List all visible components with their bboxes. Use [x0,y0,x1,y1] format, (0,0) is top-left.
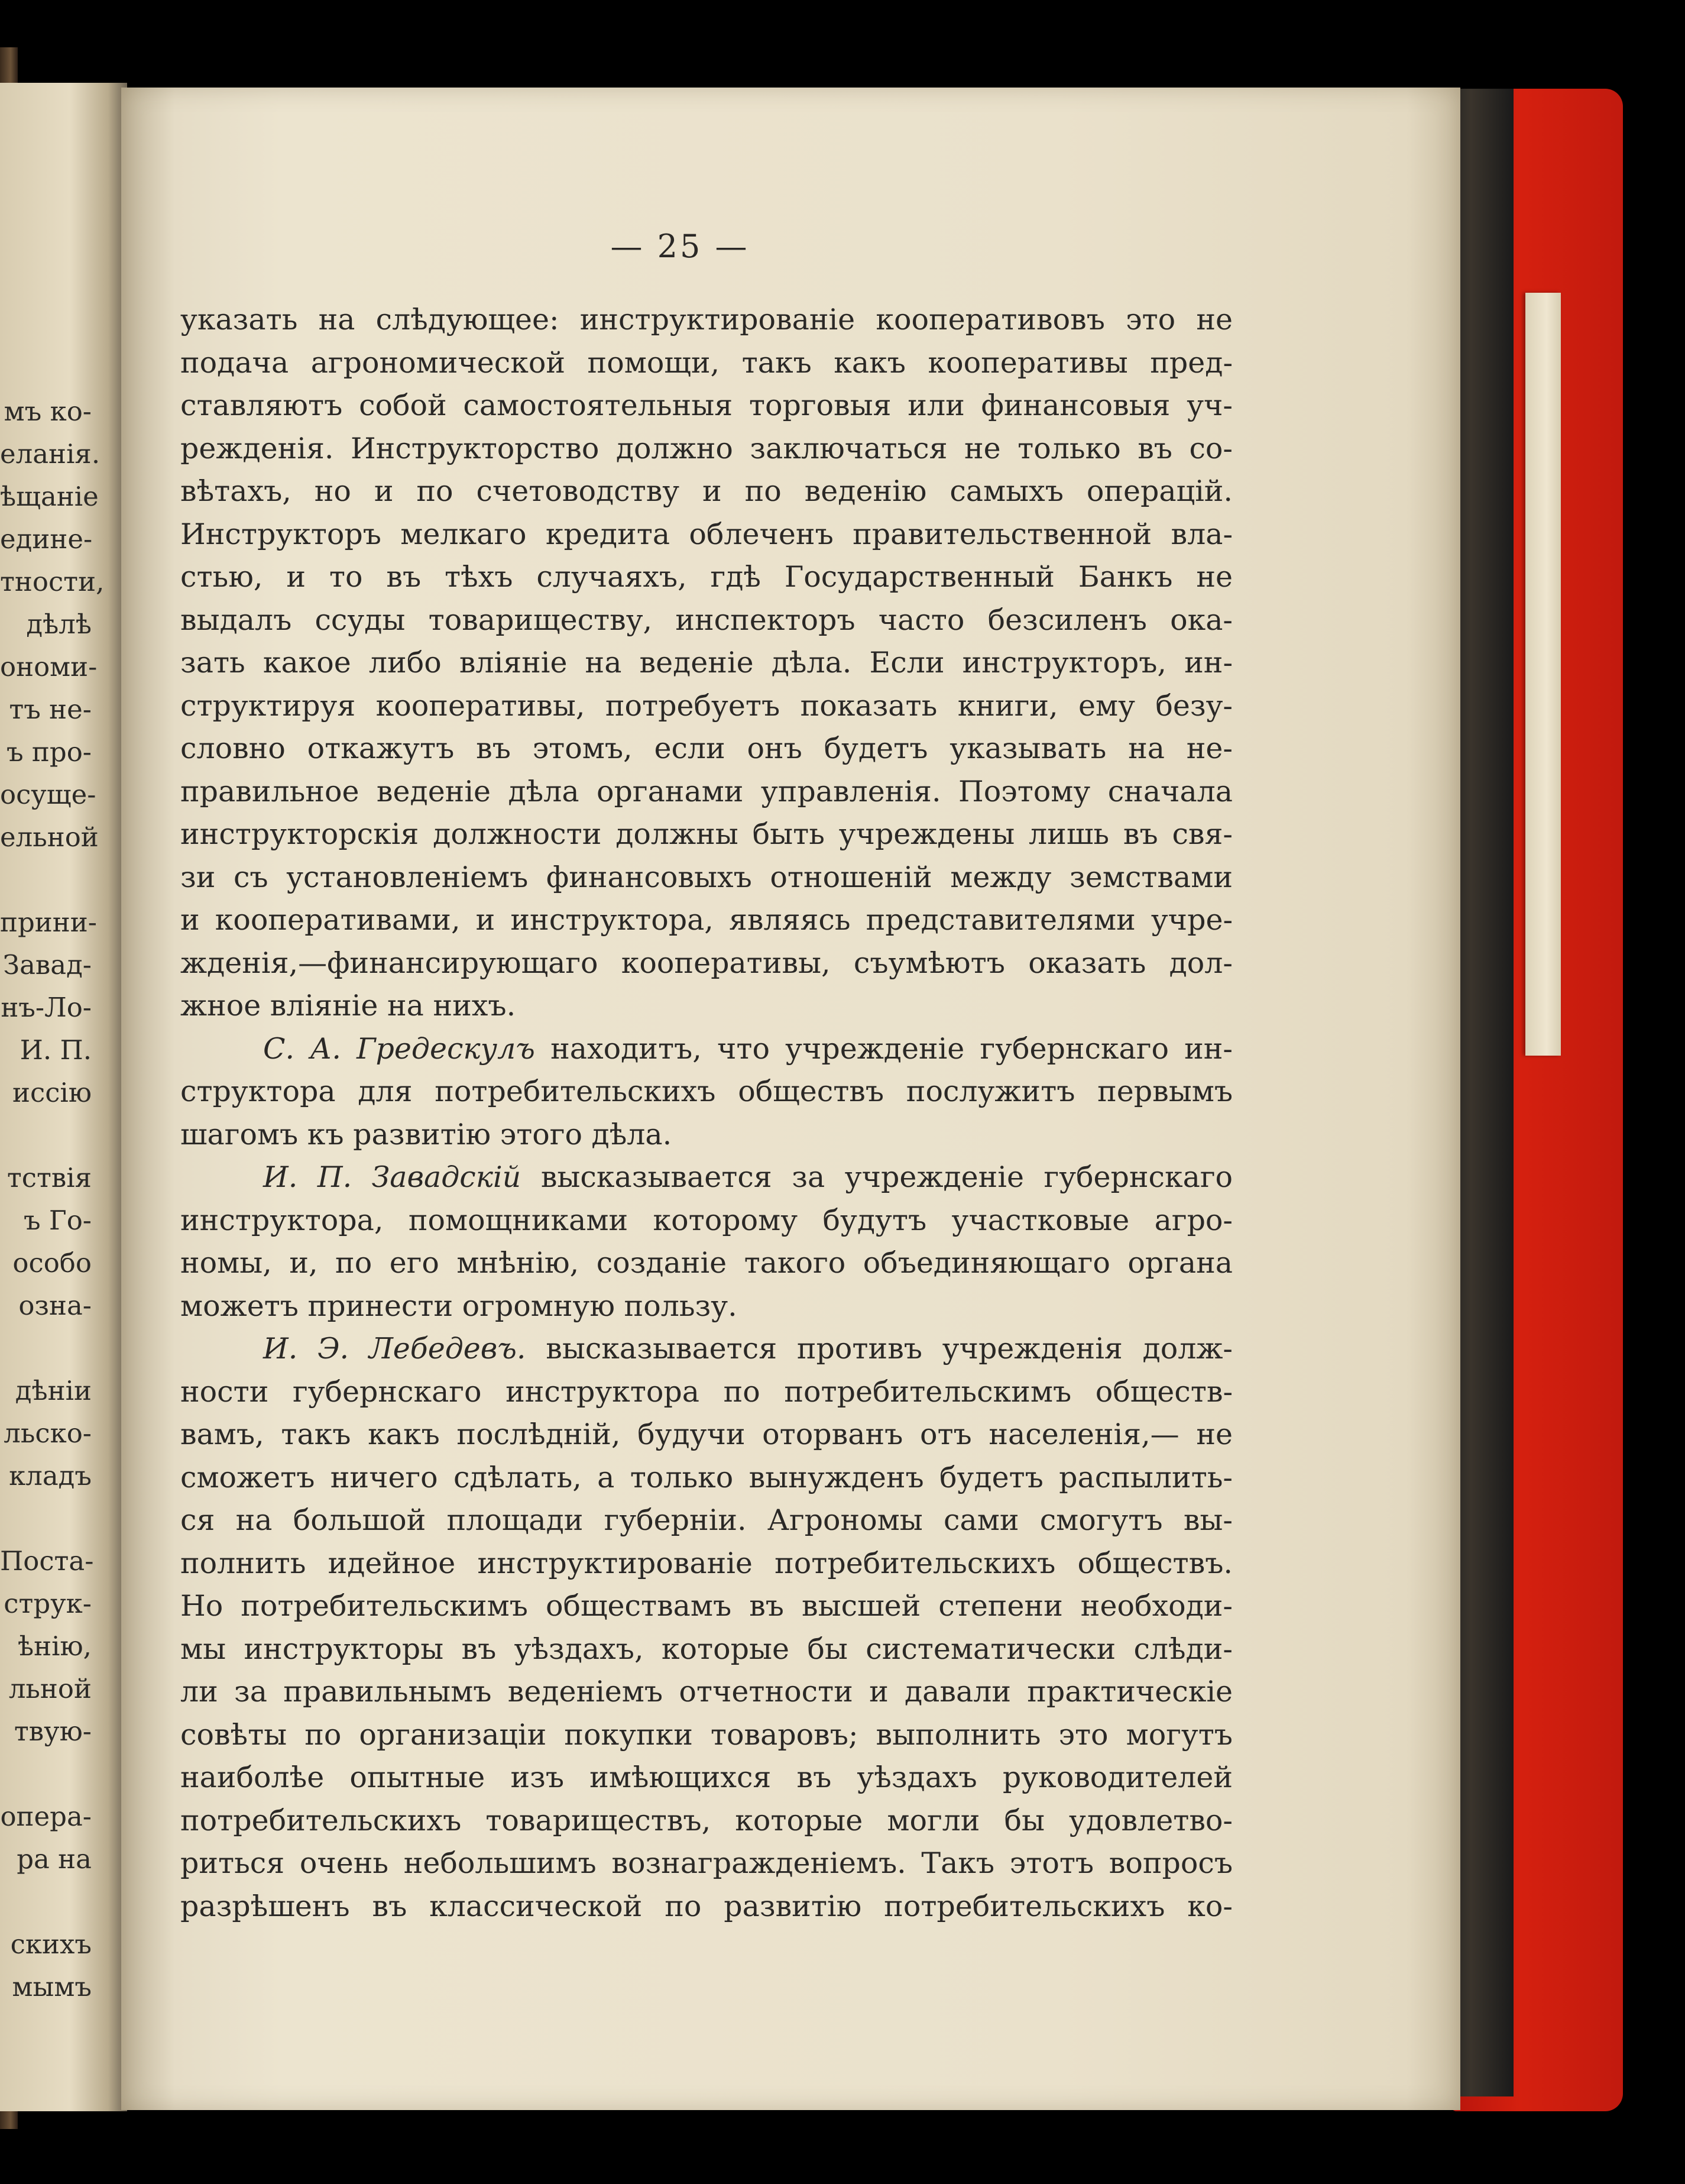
speaker-name: И. Э. Лебедевъ. [263,1332,526,1366]
page-body [180,299,1233,1928]
left-page-line: Завад- [3,949,92,981]
left-page-line: И. П. [20,1034,92,1066]
text-line: правильное веденіе дѣла органами управленія. Поэтому сначала [180,774,1233,808]
text-line: словно откажутъ въ этомъ, если онъ будетъ указывать на не- [180,732,1233,765]
left-page-line [0,1114,92,1157]
text-line: разрѣшенъ въ классической по развитію потребительскихъ ко- [180,1889,1233,1923]
left-page-line: особо [12,1247,92,1279]
page-number: — 25 — [610,228,750,265]
left-page-line: дѣніи [15,1375,92,1406]
speaker-text: высказывается противъ учрежденія долж- [546,1332,1233,1366]
left-page-line: прини- [0,907,97,938]
left-page-line: опера- [0,1801,92,1832]
text-line: стью, и то въ тѣхъ случаяхъ, гдѣ Государственный Банкъ не [180,560,1233,594]
left-page-line: нъ-Ло- [1,992,92,1023]
left-page-line: льной [8,1673,92,1704]
text-line: инструкторскія должности должны быть учреждены лишь въ свя- [180,817,1233,851]
speaker-name: И. П. Завадскій [263,1160,521,1194]
left-page-line: скихъ [10,1929,92,1960]
text-line: Инструкторъ мелкаго кредита облеченъ правительственной вла- [180,517,1233,551]
text-line: полнить идейное инструктированіе потребительскихъ обществъ. [180,1546,1233,1580]
left-page-line: ъ Го- [23,1205,92,1236]
speaker-text: высказывается за учрежденіе губернскаго [540,1160,1233,1194]
text-line: Но потребительскимъ обществамъ въ высшей степени необходи- [180,1589,1233,1623]
text-line: можетъ принести огромную пользу. [180,1289,737,1323]
bookmark-strip [1525,293,1561,1056]
left-page-line: струк- [4,1588,92,1619]
text-line: ставляютъ собой самостоятельныя торговыя или финансовыя уч- [180,389,1233,422]
text-line: ности губернскаго инструктора по потребительскимъ обществ- [180,1374,1233,1409]
left-page-line [0,1497,92,1540]
left-page-line [0,1881,92,1923]
text-line: номы, и, по его мнѣнію, созданіе такого объединяющаго органа [180,1246,1233,1280]
left-page-line: осуще- [0,779,96,810]
text-line: зать какое либо вліяніе на веденіе дѣла. Если инструкторъ, ин- [180,646,1233,680]
text-line [180,1156,1233,1199]
left-page-line: тности, [0,566,105,597]
text-line [180,1328,1233,1371]
left-page-line [0,1753,92,1795]
left-page-line: твую- [14,1716,92,1747]
text-line: структора для потребительскихъ обществъ послужитъ первымъ [180,1075,1233,1108]
text-line: ли за правильнымъ веденіемъ отчетности и давали практическіе [180,1675,1233,1709]
text-line: структируя кооперативы, потребуетъ показать книги, ему безу- [180,688,1233,723]
text-line: режденія. Инструкторство должно заключаться не только въ со- [180,431,1233,465]
text-line: подача агрономической помощи, такъ какъ кооперативы пред- [180,345,1233,380]
left-page-line: ѣнію, [17,1630,92,1662]
left-page-line: ъ про- [6,736,92,768]
left-page-line: озна- [18,1290,92,1321]
text-line: жное вліяніе на нихъ. [180,989,516,1023]
left-page-line: ономи- [0,651,98,682]
text-line: совѣты по организаціи покупки товаровъ; выполнить это могутъ [180,1717,1233,1752]
text-line: наиболѣе опытные изъ имѣющихся въ уѣздахъ руководителей [180,1761,1233,1794]
text-line: вамъ, такъ какъ послѣдній, будучи оторванъ отъ населенія,— не [180,1418,1233,1451]
left-page-line [0,1327,92,1370]
text-line: вѣтахъ, но и по счетоводству и по веденію самыхъ операцій. [180,474,1233,508]
left-page-line: тъ не- [9,694,92,725]
speaker-name: С. А. Гредескулъ [263,1031,535,1066]
text-line: выдалъ ссуды товариществу, инспекторъ часто безсиленъ ока- [180,603,1233,637]
left-page-line: дѣлѣ [26,609,92,640]
text-line: мы инструкторы въ уѣздахъ, которые бы систематически слѣди- [180,1632,1233,1666]
text-line: ся на большой площади губерніи. Агрономы сами смогутъ вы- [180,1503,1233,1537]
text-line: инструктора, помощниками которому будутъ участковые агро- [180,1203,1233,1237]
left-page [0,83,127,2111]
left-page-line: ельной [0,821,99,853]
text-line: указать на слѣдующее: инструктированіе кооперативовъ это не [180,303,1233,337]
left-page-line [0,859,92,901]
text-line: жденія,—финансирующаго кооперативы, съумѣютъ оказать дол- [180,946,1233,980]
left-page-line: мымъ [12,1971,92,2002]
left-page-line: едине- [0,523,93,555]
left-page-line: ѣщаніе [0,481,99,512]
text-line [180,1028,1233,1071]
left-page-line: тствія [7,1162,92,1193]
left-page-line: иссію [12,1077,92,1108]
text-line: зи съ установленіемъ финансовыхъ отношеній между земствами [180,860,1233,894]
text-line: риться очень небольшимъ вознагражденіемъ. Такъ этотъ вопросъ [180,1846,1233,1880]
left-page-line: мъ ко- [4,396,92,427]
left-page-line: Поста- [0,1545,94,1577]
left-page-line: еланія. [0,438,101,470]
left-page-line: ра на [17,1843,92,1875]
left-page-text [0,390,105,2008]
text-line: шагомъ къ развитію этого дѣла. [180,1117,672,1151]
left-page-line: льско- [4,1418,92,1449]
text-line: сможетъ ничего сдѣлать, а только вынужденъ будетъ распылить- [180,1460,1233,1494]
left-page-line: кладъ [9,1460,92,1491]
speaker-text: находитъ, что учрежденіе губернскаго ин- [550,1031,1233,1066]
text-line: и кооперативами, и инструктора, являясь представителями учре- [180,903,1233,937]
text-line: потребительскихъ товариществъ, которые могли бы удовлетво- [180,1803,1233,1837]
